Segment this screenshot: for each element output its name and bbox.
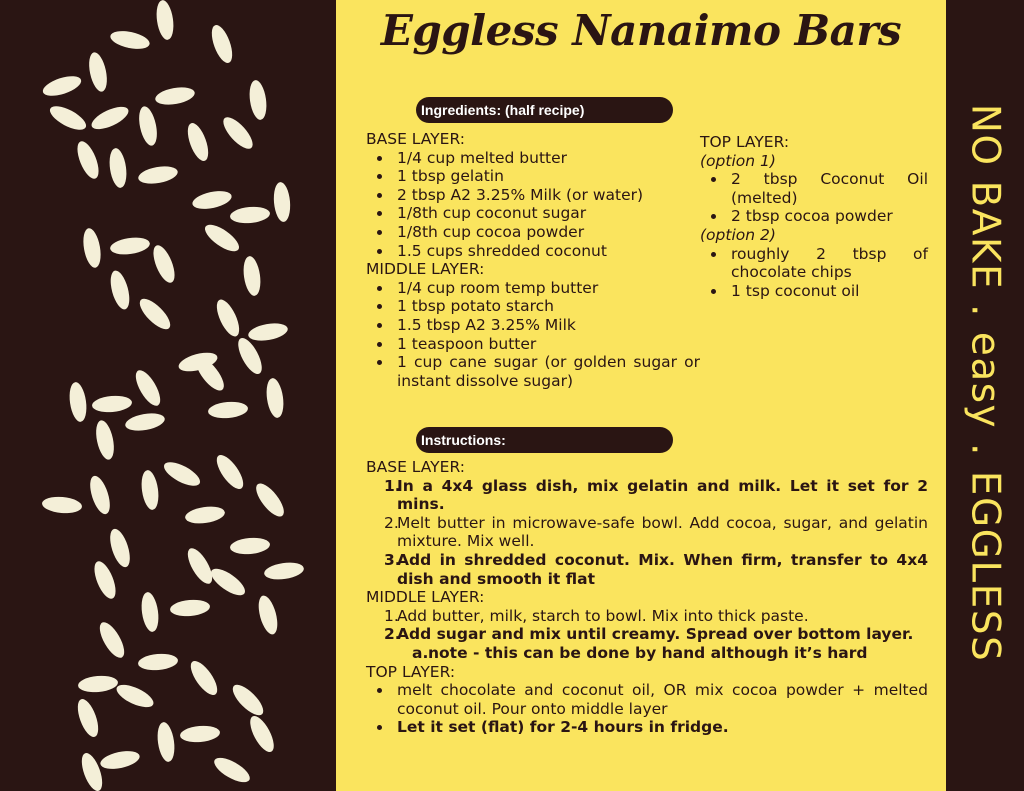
seed-grain — [263, 560, 305, 581]
top-layer-heading: TOP LAYER: — [366, 662, 456, 681]
seed-grain — [41, 495, 82, 514]
list-item: 1/4 cup melted butter — [366, 149, 700, 168]
decorative-seed-panel — [0, 0, 336, 791]
list-item — [366, 625, 928, 644]
seed-grain — [139, 591, 160, 633]
seed-grain — [212, 296, 243, 339]
list-item: 2 tbsp A2 3.25% Milk (or water) — [366, 186, 700, 205]
middle-layer-heading: MIDDLE LAYER: — [366, 588, 485, 607]
seed-grain — [113, 680, 156, 711]
step-number: a. — [412, 643, 429, 662]
ingredients-right-column — [700, 133, 928, 300]
seed-grain — [201, 220, 243, 256]
list-item: 2 tbsp cocoa powder — [700, 207, 928, 226]
step-text: Add butter, milk, starch to bowl. Mix into thick paste. — [397, 606, 809, 625]
tagline-panel — [946, 0, 1024, 791]
option-2-list — [700, 245, 928, 301]
seed-grain — [272, 181, 291, 222]
seed-grain — [109, 28, 151, 52]
seed-grain — [93, 419, 117, 461]
seed-grain — [207, 564, 249, 600]
list-item: roughly 2 tbsp of chocolate chips — [700, 245, 928, 282]
seed-grain — [124, 411, 166, 434]
seed-grain — [169, 598, 210, 617]
step-number: 3. — [384, 550, 401, 569]
seed-grain — [91, 394, 132, 413]
middle-ingredient-list — [366, 279, 700, 391]
seed-grain — [184, 504, 226, 525]
step-text: Add sugar and mix until creamy. Spread over bottom layer. — [397, 625, 914, 644]
list-item — [366, 644, 928, 663]
list-item: 1.5 cups shredded coconut — [366, 242, 700, 261]
recipe-content — [336, 0, 946, 791]
recipe-title: Eggless Nanaimo Bars — [380, 6, 902, 55]
seed-grain — [247, 321, 289, 344]
seed-grain — [161, 458, 204, 491]
top-layer-heading: TOP LAYER: — [700, 133, 790, 151]
list-item: 1 tbsp potato starch — [366, 297, 700, 316]
instructions-header: Instructions: — [416, 427, 673, 453]
seed-grain — [247, 79, 268, 121]
step-number: 1. — [384, 476, 401, 495]
list-item: 1/8th cup cocoa powder — [366, 223, 700, 242]
seed-grain — [99, 748, 141, 772]
top-steps — [366, 681, 928, 737]
tagline: NO BAKE . easy . EGGLESS — [962, 103, 1008, 663]
base-ingredient-list — [366, 149, 700, 261]
seed-grain — [183, 545, 217, 588]
list-item: 1 teaspoon butter — [366, 335, 700, 354]
seed-grain — [255, 594, 281, 637]
seed-grain — [251, 479, 288, 520]
list-item: melt chocolate and coconut oil, OR mix cocoa powder + melted coconut oil. Pour onto middle layer — [366, 681, 928, 718]
seed-grain — [107, 269, 133, 312]
seed-grain — [41, 72, 84, 100]
seed-grain — [139, 469, 160, 511]
seed-grain — [264, 377, 285, 419]
middle-steps — [366, 607, 928, 663]
step-text: note - this can be done by hand although it’s hard — [428, 643, 868, 662]
step-number: 2. — [384, 513, 399, 532]
seed-grain — [135, 294, 175, 334]
seed-grain — [109, 235, 151, 256]
seed-grain — [219, 113, 258, 153]
seed-grain — [137, 652, 178, 671]
seed-grain — [74, 696, 103, 739]
instructions-body — [366, 458, 928, 737]
seed-pattern — [0, 0, 336, 791]
seed-grain — [246, 713, 279, 756]
seed-grain — [229, 205, 270, 224]
seed-grain — [47, 102, 90, 135]
middle-layer-heading: MIDDLE LAYER: — [366, 260, 485, 279]
seed-grain — [67, 381, 88, 423]
seed-grain — [136, 105, 160, 147]
list-item: 2 tbsp Coconut Oil (melted) — [700, 170, 928, 207]
seed-grain — [207, 400, 248, 419]
seed-grain — [155, 721, 176, 763]
seed-grain — [131, 367, 165, 410]
ingredients-header: Ingredients: (half recipe) — [416, 97, 673, 123]
step-number: 2. — [384, 625, 401, 644]
seed-grain — [77, 674, 118, 693]
list-item: 1 tsp coconut oil — [700, 282, 928, 301]
seed-grain — [212, 451, 248, 493]
seed-grain — [86, 474, 114, 517]
list-item: 1 tbsp gelatin — [366, 167, 700, 186]
option-2-label: (option 2) — [700, 225, 776, 244]
list-item — [366, 477, 928, 514]
list-item — [366, 514, 928, 551]
seed-grain — [81, 227, 104, 269]
seed-grain — [88, 102, 131, 133]
seed-grain — [234, 335, 267, 378]
step-text: Add in shredded coconut. Mix. When firm, transfer to 4x4 dish and smooth it flat — [397, 550, 928, 588]
step-number: 1. — [384, 606, 399, 625]
seed-grain — [95, 619, 129, 662]
seed-grain — [154, 0, 175, 41]
step-text: Melt butter in microwave-safe bowl. Add cocoa, sugar, and gelatin mixture. Mix well. — [397, 513, 928, 551]
list-item: 1.5 tbsp A2 3.25% Milk — [366, 316, 700, 335]
seed-grain — [228, 680, 268, 720]
seed-grain — [191, 188, 233, 212]
seed-grain — [179, 724, 220, 743]
seed-grain — [154, 85, 196, 108]
seed-grain — [106, 527, 134, 570]
seed-grain — [107, 147, 128, 189]
list-item — [366, 607, 928, 626]
list-item: Let it set (flat) for 2-4 hours in fridge. — [366, 718, 928, 737]
seed-grain — [90, 558, 120, 601]
option-1-label: (option 1) — [700, 151, 776, 170]
seed-grain — [78, 750, 107, 791]
seed-grain — [184, 120, 213, 163]
seed-grain — [208, 22, 237, 65]
list-item: 1/8th cup coconut sugar — [366, 204, 700, 223]
list-item: 1/4 cup room temp butter — [366, 279, 700, 298]
list-item: 1 cup cane sugar (or golden sugar or instant dissolve sugar) — [366, 353, 700, 390]
seed-grain — [137, 164, 179, 187]
seed-grain — [149, 242, 179, 285]
seed-grain — [241, 255, 262, 297]
seed-grain — [229, 536, 270, 555]
option-1-list — [700, 170, 928, 226]
seed-grain — [73, 138, 103, 181]
base-steps — [366, 477, 928, 589]
seed-grain — [186, 657, 222, 699]
list-item — [366, 551, 928, 588]
step-text: In a 4x4 glass dish, mix gelatin and milk. Let it set for 2 mins. — [397, 476, 928, 514]
base-layer-heading: BASE LAYER: — [366, 458, 465, 476]
seed-grain — [86, 51, 110, 93]
ingredients-left-column — [366, 130, 700, 390]
base-layer-heading: BASE LAYER: — [366, 130, 465, 148]
seed-grain — [211, 753, 254, 787]
